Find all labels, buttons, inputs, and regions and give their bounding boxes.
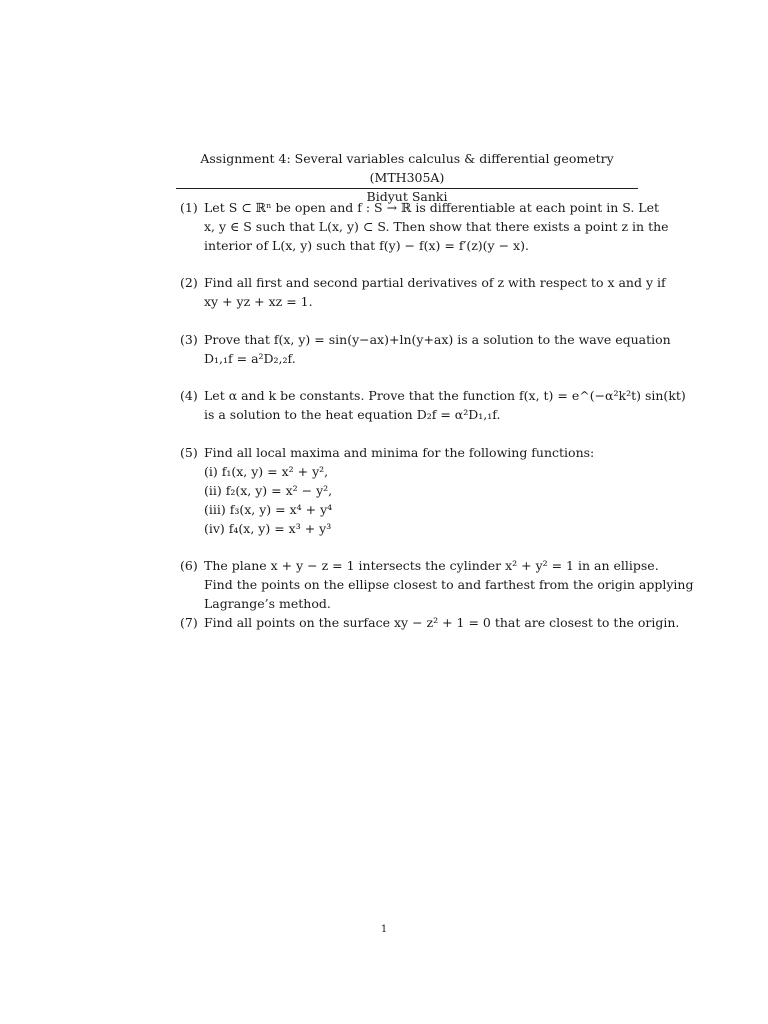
problem-text-line: interior of L(x, y) such that f(y) − f(x) = f′(z)(y − x). [204, 238, 529, 253]
problem-text-line: Find the points on the ellipse closest to and farthest from the origin applying [204, 577, 694, 592]
problem-number: (7) [180, 615, 198, 630]
problem-2 [180, 273, 666, 311]
author-name: Bidyut Sanki [366, 189, 448, 204]
problem-text-line: Find all local maxima and minima for the following functions: [204, 445, 595, 460]
problem-subitem: (iii) f₃(x, y) = x⁴ + y⁴ [204, 502, 333, 517]
problem-text-line: Lagrange’s method. [204, 596, 331, 611]
problem-number: (2) [180, 275, 198, 290]
problem-text-line: Find all points on the surface xy − z² + 1 = 0 that are closest to the origin. [204, 615, 680, 630]
header-divider [176, 188, 638, 189]
problem-6 [180, 556, 694, 613]
problem-text-line: The plane x + y − z = 1 intersects the cylinder x² + y² = 1 in an ellipse. [204, 558, 659, 573]
problem-text-line: xy + yz + xz = 1. [204, 294, 313, 309]
problem-3 [180, 330, 671, 368]
page-number: 1 [380, 924, 388, 935]
problem-number: (6) [180, 558, 198, 573]
problem-text-line: Let S ⊂ ℝⁿ be open and f : S → ℝ is differentiable at each point in S. Let [204, 200, 660, 215]
problem-7 [180, 613, 680, 632]
problem-number: (4) [180, 388, 198, 403]
problem-1 [180, 198, 669, 255]
problem-text-line: x, y ∈ S such that L(x, y) ⊂ S. Then show that there exists a point z in the [204, 219, 669, 234]
problem-text-line: is a solution to the heat equation D₂f = α²D₁,₁f. [204, 407, 501, 422]
problem-number: (1) [180, 200, 198, 215]
problem-text-line: Find all first and second partial derivatives of z with respect to x and y if [204, 275, 666, 290]
problem-number: (3) [180, 332, 198, 347]
problem-5 [180, 443, 658, 538]
problem-text-line: Let α and k be constants. Prove that the function f(x, t) = e^(−α²k²t) sin(kt) [204, 388, 686, 403]
problem-subitem: (i) f₁(x, y) = x² + y², [204, 464, 329, 479]
problem-subitem: (iv) f₄(x, y) = x³ + y³ [204, 521, 332, 536]
problem-text-line: D₁,₁f = a²D₂,₂f. [204, 351, 296, 366]
problem-number: (5) [180, 445, 198, 460]
problem-4 [180, 386, 686, 424]
problem-subitem: (ii) f₂(x, y) = x² − y², [204, 483, 333, 498]
problem-text-line: Prove that f(x, y) = sin(y−ax)+ln(y+ax) is a solution to the wave equation [204, 332, 671, 347]
assignment-title: Assignment 4: Several variables calculus & differential geometry (MTH305A) [200, 151, 614, 185]
